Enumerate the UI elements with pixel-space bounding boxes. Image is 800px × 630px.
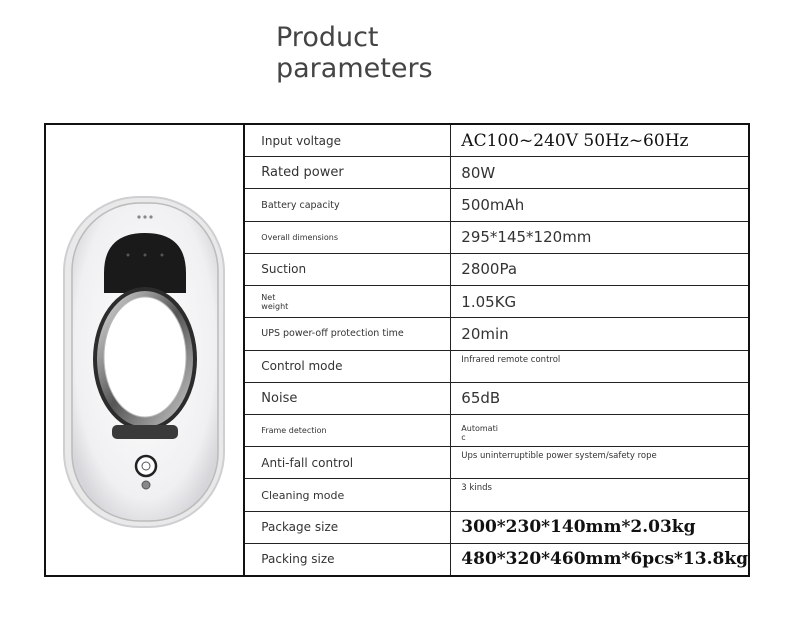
spec-row: [245, 318, 748, 350]
spec-row: [245, 415, 748, 447]
spec-row: [245, 383, 748, 415]
spec-value-line-2: c: [461, 432, 466, 442]
spec-label-line-1: Net: [261, 292, 276, 302]
spec-label: UPS power-off protection time: [245, 318, 451, 349]
spec-label-line-2: weight: [261, 301, 289, 311]
spec-label: Package size: [245, 512, 451, 543]
spec-value: 480*320*460mm*6pcs*13.8kg: [461, 549, 748, 570]
bottom-vent: [112, 425, 178, 439]
spec-row: [245, 254, 748, 286]
spec-label: Overall dimensions: [245, 222, 451, 253]
spec-value: 2800Pa: [461, 260, 518, 279]
spec-value: 80W: [461, 163, 496, 182]
product-image: [46, 125, 246, 575]
spec-row: [245, 544, 748, 575]
spec-value: Ups uninterruptible power system/safety rope: [461, 451, 657, 462]
spec-value-line-1: Automati: [461, 423, 498, 433]
spec-rows: [245, 125, 748, 575]
spec-label: Anti-fall control: [245, 447, 451, 478]
spec-label: [245, 286, 451, 317]
title-line-2: parameters: [276, 53, 433, 84]
title-line-1: Product: [276, 22, 379, 53]
spec-row: [245, 479, 748, 511]
spec-value: 3 kinds: [461, 483, 492, 494]
spec-row: [245, 222, 748, 254]
window-cover: [104, 297, 186, 417]
spec-label: Input voltage: [245, 125, 451, 156]
spec-value: [451, 415, 748, 446]
spec-table: [44, 123, 750, 577]
spec-row: [245, 286, 748, 318]
indicator-dots: [137, 215, 152, 218]
spec-row: [245, 512, 748, 544]
spec-label: Frame detection: [245, 415, 451, 446]
spec-row: [245, 189, 748, 221]
spec-label: Noise: [245, 383, 451, 414]
spec-value: 300*230*140mm*2.03kg: [461, 517, 696, 538]
spec-value: 295*145*120mm: [461, 228, 592, 247]
spec-row: [245, 125, 748, 157]
spec-row: [245, 157, 748, 189]
spec-label: Suction: [245, 254, 451, 285]
spec-row: [245, 447, 748, 479]
spec-row: [245, 351, 748, 383]
spec-label: Packing size: [245, 544, 451, 575]
spec-label: Control mode: [245, 351, 451, 382]
spec-value: 20min: [461, 324, 509, 343]
product-image-cell: [46, 125, 245, 575]
charging-port: [142, 481, 150, 489]
spec-value: Infrared remote control: [461, 354, 561, 365]
spec-label: Cleaning mode: [245, 479, 451, 510]
spec-value: 500mAh: [461, 196, 525, 215]
page-title: [276, 22, 433, 84]
control-panel: [104, 233, 186, 293]
power-button-center: [142, 462, 150, 470]
spec-label: Battery capacity: [245, 189, 451, 220]
spec-value: AC100~240V 50Hz~60Hz: [461, 130, 689, 151]
spec-value: 1.05KG: [461, 292, 517, 311]
spec-label: Rated power: [245, 157, 451, 188]
spec-value: 65dB: [461, 389, 501, 408]
